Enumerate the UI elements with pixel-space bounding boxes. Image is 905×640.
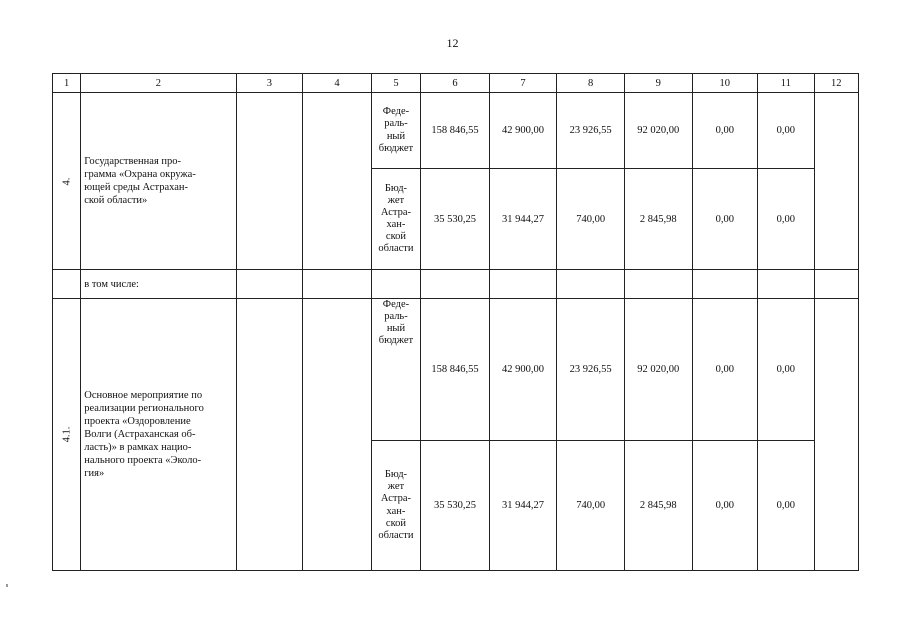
empty-cell [303, 270, 372, 299]
col-header: 12 [814, 74, 858, 93]
header-row [53, 74, 859, 93]
value-col6: 35 530,25 [421, 441, 490, 571]
empty-cell [236, 93, 303, 270]
empty-cell [236, 299, 303, 571]
col-header: 1 [53, 74, 81, 93]
empty-cell [557, 270, 625, 299]
program-name: Основное мероприятие по реализации регионального проекта «Оздоровление Волги (Астраханская об- ласть)» в рамках нацио- нального проекта «Эколо- гия» [81, 299, 236, 571]
funding-source: Бюд- жет Астра- хан- ской области [371, 441, 420, 571]
value-col9: 92 020,00 [624, 93, 692, 169]
empty-cell [814, 299, 858, 571]
value-col10: 0,00 [692, 93, 758, 169]
empty-cell [53, 270, 81, 299]
empty-cell [814, 270, 858, 299]
value-col11: 0,00 [758, 299, 814, 441]
col-header: 10 [692, 74, 758, 93]
value-col7: 31 944,27 [489, 169, 557, 270]
col-header: 2 [81, 74, 236, 93]
col-header: 8 [557, 74, 625, 93]
value-col7: 31 944,27 [489, 441, 557, 571]
table-row [53, 299, 859, 441]
value-col10: 0,00 [692, 299, 758, 441]
row-number: 4. [53, 93, 81, 270]
value-col9: 92 020,00 [624, 299, 692, 441]
empty-cell [303, 93, 372, 270]
col-header: 11 [758, 74, 814, 93]
empty-cell [489, 270, 557, 299]
value-col8: 23 926,55 [557, 299, 625, 441]
page-number: 12 [446, 36, 459, 50]
value-col7: 42 900,00 [489, 299, 557, 441]
budget-table [52, 73, 859, 571]
value-col10: 0,00 [692, 441, 758, 571]
col-header: 9 [624, 74, 692, 93]
value-col9: 2 845,98 [624, 169, 692, 270]
value-col11: 0,00 [758, 93, 814, 169]
value-col11: 0,00 [758, 441, 814, 571]
value-col6: 158 846,55 [421, 299, 490, 441]
col-header: 5 [371, 74, 420, 93]
value-col9: 2 845,98 [624, 441, 692, 571]
table-row [53, 270, 859, 299]
funding-source: Феде- раль- ный бюджет [371, 93, 420, 169]
value-col8: 740,00 [557, 169, 625, 270]
empty-cell [624, 270, 692, 299]
value-col6: 35 530,25 [421, 169, 490, 270]
value-col6: 158 846,55 [421, 93, 490, 169]
value-col11: 0,00 [758, 169, 814, 270]
col-header: 3 [236, 74, 303, 93]
funding-source: Феде- раль- ный бюджет [371, 299, 420, 441]
value-col8: 23 926,55 [557, 93, 625, 169]
empty-cell [692, 270, 758, 299]
empty-cell [371, 270, 420, 299]
row-number: 4.1. [53, 299, 81, 571]
value-col8: 740,00 [557, 441, 625, 571]
program-name: Государственная про- грамма «Охрана окружа- ющей среды Астрахан- ской области» [81, 93, 236, 270]
empty-cell [236, 270, 303, 299]
empty-cell [814, 93, 858, 270]
empty-cell [758, 270, 814, 299]
funding-source: Бюд- жет Астра- хан- ской области [371, 169, 420, 270]
value-col7: 42 900,00 [489, 93, 557, 169]
value-col10: 0,00 [692, 169, 758, 270]
col-header: 7 [489, 74, 557, 93]
scan-artifact [6, 584, 8, 587]
col-header: 6 [421, 74, 490, 93]
col-header: 4 [303, 74, 372, 93]
subheading: в том числе: [81, 270, 236, 299]
empty-cell [303, 299, 372, 571]
table-row [53, 93, 859, 169]
empty-cell [421, 270, 490, 299]
